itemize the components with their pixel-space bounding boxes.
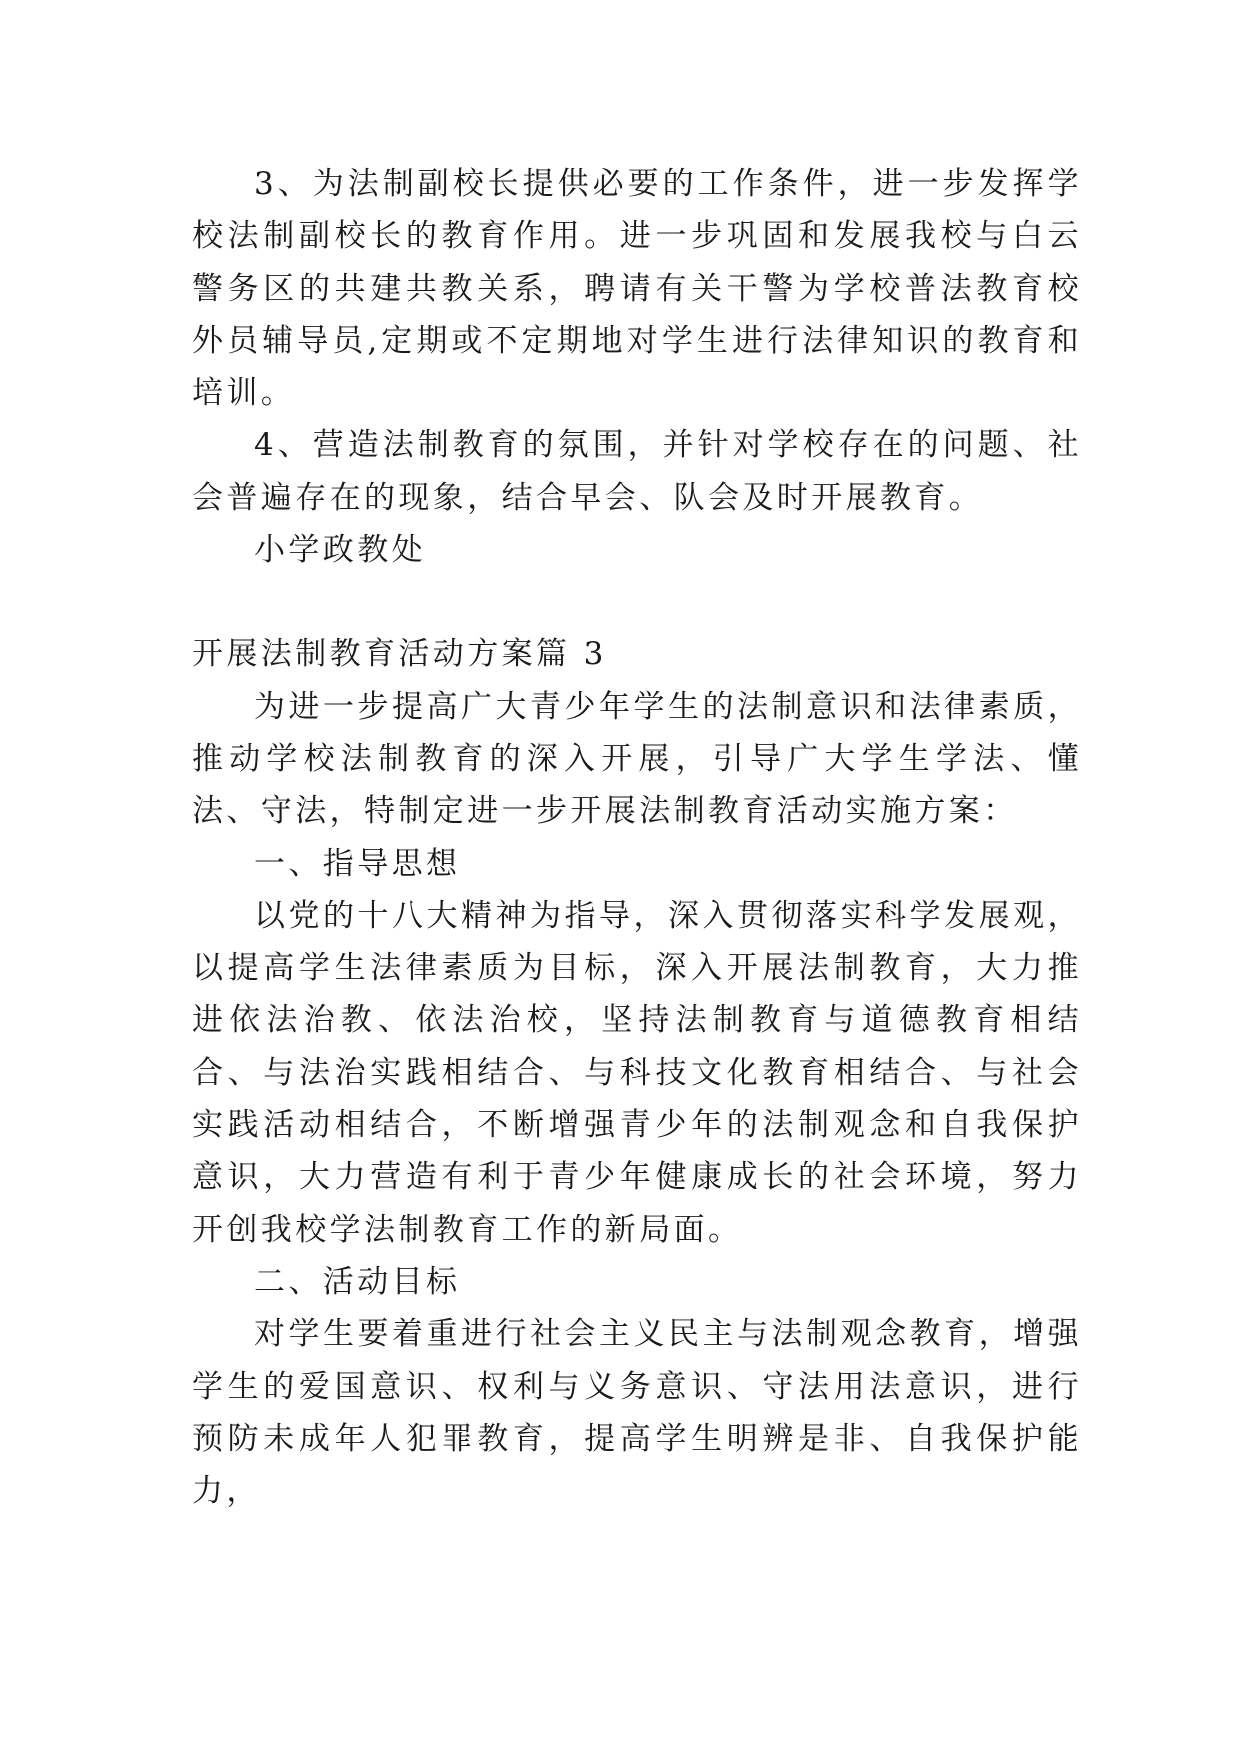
heading-activity-goals: 二、活动目标 xyxy=(254,1263,461,1300)
document-body xyxy=(192,158,1082,1517)
paragraph-item-3: 3、为法制副校长提供必要的工作条件，进一步发挥学校法制副校长的教育作用。进一步巩固和发展我校与白云警务区的共建共教关系，聘请有关干警为学校普法教育校外员辅导员,定期或不定期地对学生进行法律知识的教育和培训。 xyxy=(192,166,1082,412)
section-title: 开展法制教育活动方案篇 3 xyxy=(192,636,607,673)
signature-office: 小学政教处 xyxy=(254,532,426,569)
intro-paragraph: 为进一步提高广大青少年学生的法制意识和法律素质，推动学校法制教育的深入开展，引导广大学生学法、懂法、守法，特制定进一步开展法制教育活动实施方案： xyxy=(192,688,1082,830)
activity-goals-paragraph: 对学生要着重进行社会主义民主与法制观念教育，增强学生的爱国意识、权利与义务意识、守法用法意识，进行预防未成年人犯罪教育，提高学生明辨是非、自我保护能力， xyxy=(192,1316,1082,1510)
section-spacer xyxy=(192,576,1082,628)
paragraph-item-4: 4、营造法制教育的氛围，并针对学校存在的问题、社会普遍存在的现象，结合早会、队会及时开展教育。 xyxy=(192,427,1082,516)
heading-guiding-ideology: 一、指导思想 xyxy=(254,845,461,882)
guiding-ideology-paragraph: 以党的十八大精神为指导，深入贯彻落实科学发展观，以提高学生法律素质为目标，深入开展法制教育，大力推进依法治教、依法治校，坚持法制教育与道德教育相结合、与法治实践相结合、与科技文化教育相结合、与社会实践活动相结合，不断增强青少年的法制观念和自我保护意识，大力营造有利于青少年健康成长的社会环境，努力开创我校学法制教育工作的新局面。 xyxy=(192,897,1082,1248)
